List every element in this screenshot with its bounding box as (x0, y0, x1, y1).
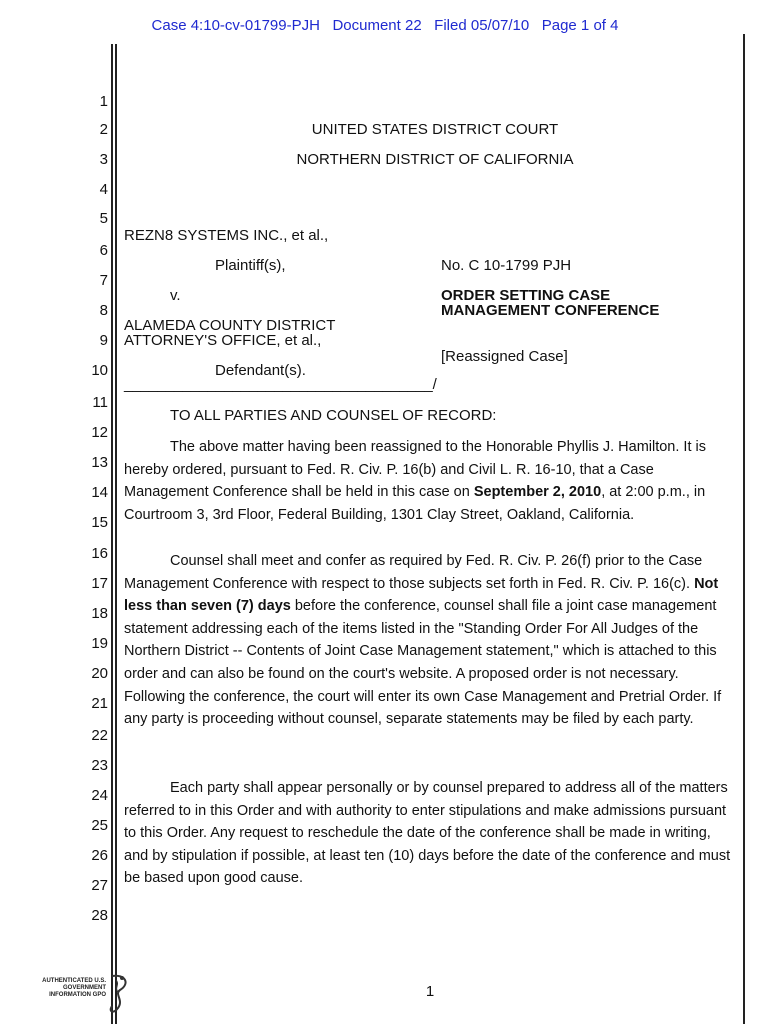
line-number: 21 (91, 695, 108, 712)
line-number: 11 (92, 394, 108, 411)
line-number: 14 (91, 484, 108, 501)
line-number: 3 (99, 151, 108, 168)
deadline-emphasis: Not less than seven (7) days (124, 575, 719, 615)
seal-text: AUTHENTICATED U.S. GOVERNMENT INFORMATION GPO (42, 978, 106, 998)
line-number: 28 (91, 907, 108, 924)
line-number: 22 (91, 727, 108, 744)
line-number: 18 (91, 605, 108, 622)
line-number: 15 (91, 514, 108, 531)
defendant-line-2: ATTORNEY'S OFFICE, et al., (124, 332, 322, 349)
court-name: UNITED STATES DISTRICT COURT (311, 121, 559, 138)
plaintiff-name: REZN8 SYSTEMS INC., et al., (124, 227, 329, 244)
gpo-authentication-seal (34, 970, 134, 1018)
page-number: 1 (425, 983, 435, 1000)
defendant-role: Defendant(s). (215, 362, 306, 379)
line-number: 26 (91, 847, 108, 864)
line-number: 27 (91, 877, 108, 894)
line-number: 2 (99, 121, 108, 138)
plaintiff-role: Plaintiff(s), (215, 257, 286, 274)
line-number: 16 (91, 545, 108, 562)
line-number: 4 (99, 181, 108, 198)
versus: v. (170, 287, 181, 304)
paragraph-3 (124, 777, 736, 890)
court-district: NORTHERN DISTRICT OF CALIFORNIA (296, 151, 574, 168)
caption-divider: _____________________________________/ (124, 376, 437, 393)
line-number: 13 (91, 454, 108, 471)
left-margin-rule (111, 44, 117, 1024)
line-number: 7 (99, 272, 108, 289)
right-margin-rule (743, 34, 745, 1024)
line-number: 25 (91, 817, 108, 834)
order-title-line-1: ORDER SETTING CASE (441, 287, 611, 304)
line-number: 10 (91, 362, 108, 379)
reassigned-note: [Reassigned Case] (441, 348, 568, 365)
case-header: Case 4:10-cv-01799-PJH Document 22 Filed 05/07/10 Page 1 of 4 (151, 17, 619, 34)
gpo-eagle-icon (34, 970, 134, 1018)
line-number: 12 (91, 424, 108, 441)
paragraph-1 (124, 436, 736, 526)
line-number: 1 (99, 93, 108, 110)
line-number: 24 (91, 787, 108, 804)
line-number: 9 (99, 332, 108, 349)
conference-date: September 2, 2010 (473, 484, 602, 501)
line-number: 20 (91, 665, 108, 682)
paragraph-1-text-b: , at 2:00 p.m., in Courtroom 3, 3rd Floor, Federal Building, 1301 Clay Street, Oakland, California. (124, 484, 706, 523)
line-number: 5 (99, 210, 108, 227)
paragraph-1-text-a: The above matter having been reassigned to the Honorable Phyllis J. Hamilton. It is hereby ordered, pursuant to Fed. R. Civ. P. 16(b) and Civil L. R. 16-10, that a Case Management Conference shall be held in this case on (124, 439, 706, 501)
paragraph-3-text: Each party shall appear personally or by counsel prepared to address all of the matters referred to in this Order and with authority to enter stipulations and make admissions pursuant to this Order. Any request to reschedule the date of the conference shall be made in writing, and by stipulation if possible, at least ten (10) days before the date of the conference and must be based upon good cause. (124, 780, 731, 887)
order-title-line-2: MANAGEMENT CONFERENCE (441, 302, 660, 319)
line-number: 6 (99, 242, 108, 259)
line-number: 19 (91, 635, 108, 652)
paragraph-2 (124, 550, 736, 731)
line-number: 23 (91, 757, 108, 774)
line-number: 8 (99, 302, 108, 319)
paragraph-2-text-b: before the conference, counsel shall file a joint case management statement addressing each of the items listed in the "Standing Order For All Judges of the Northern District -- Contents of Joint Case Management statement," which is attached to this order and can also be found on the court's website. A proposed order is not necessary. Following the conference, the court will enter its own Case Management and Pretrial Order. If any party is proceeding without counsel, separate statements may be filed by each party. (124, 598, 722, 728)
salutation: TO ALL PARTIES AND COUNSEL OF RECORD: (170, 407, 497, 424)
defendant-line-1: ALAMEDA COUNTY DISTRICT (124, 317, 336, 334)
case-number: No. C 10-1799 PJH (441, 257, 572, 274)
line-number: 17 (91, 575, 108, 592)
paragraph-2-text-a: Counsel shall meet and confer as required by Fed. R. Civ. P. 26(f) prior to the Case Management Conference with respect to those subjects set forth in Fed. R. Civ. P. 16(c). (124, 553, 703, 592)
